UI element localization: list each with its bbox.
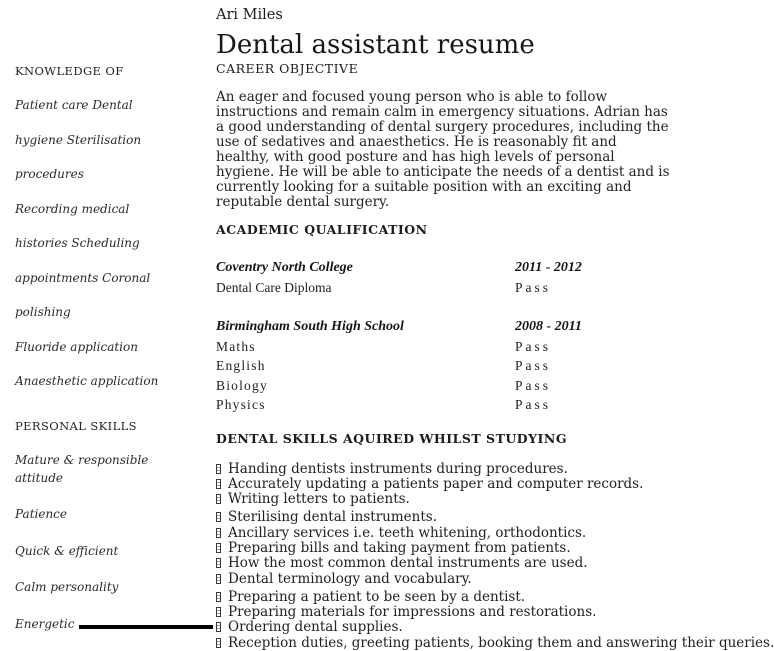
- missing-glyph-bullet-icon: [216, 543, 221, 553]
- skill-item-text: Sterilising dental instruments.: [228, 509, 437, 525]
- missing-glyph-bullet-icon: [216, 479, 221, 489]
- skill-item-text: Preparing materials for impressions and restorations.: [228, 604, 596, 620]
- missing-glyph-bullet-icon: [216, 464, 221, 474]
- skill-item: [216, 590, 686, 605]
- skill-item-text: Preparing bills and taking payment from patients.: [228, 540, 571, 556]
- grade-cell: Pass: [515, 337, 668, 357]
- institution-period: 2011 - 2012: [515, 258, 668, 278]
- career-objective-text: An eager and focused young person who is able to follow instructions and remain calm in emergency situations. Adrian has a good understanding of dental surgery procedures, including the use of sedatives and anaesthetics. He is reasonably fit and healthy, with good posture and has high levels of personal hygiene. He will be able to anticipate the needs of a dentist and is currently looking for a suitable position with an exciting and reputable dental surgery.: [216, 90, 671, 210]
- sidebar-item: Fluoride application: [15, 341, 193, 354]
- subject-cell: English: [216, 356, 515, 376]
- missing-glyph-bullet-icon: [216, 607, 221, 617]
- sidebar-item: Mature & responsible attitude: [15, 452, 165, 487]
- sidebar-item: Calm personality: [15, 579, 165, 597]
- missing-glyph-bullet-icon: [216, 494, 221, 504]
- grade-cell: Pass: [515, 356, 668, 376]
- sidebar-item: Energetic: [15, 616, 165, 634]
- skill-item: [216, 572, 686, 587]
- dental-skills-list: [216, 462, 686, 651]
- sidebar-item: procedures: [15, 168, 193, 181]
- candidate-name: Ari Miles: [216, 6, 674, 24]
- skill-item: [216, 556, 686, 571]
- sidebar-item: Recording medical: [15, 203, 193, 216]
- education-table-header: [216, 317, 668, 337]
- sidebar-item: Quick & efficient: [15, 543, 165, 561]
- academic-qualification-heading: ACADEMIC QUALIFICATION: [216, 223, 674, 237]
- education-table-header: [216, 258, 668, 278]
- skill-item-text: Dental terminology and vocabulary.: [228, 571, 472, 587]
- skill-item-text: How the most common dental instruments are used.: [228, 555, 588, 571]
- institution-name: Coventry North College: [216, 258, 515, 278]
- missing-glyph-bullet-icon: [216, 528, 221, 538]
- main-content: [216, 6, 674, 651]
- missing-glyph-bullet-icon: [216, 558, 221, 568]
- skill-item-text: Ordering dental supplies.: [228, 619, 403, 635]
- table-row: [216, 395, 668, 415]
- skill-item: [216, 636, 686, 651]
- resume-title: Dental assistant resume: [216, 30, 674, 60]
- skill-item-text: Reception duties, greeting patients, booking them and answering their queries.: [228, 635, 774, 651]
- missing-glyph-bullet-icon: [216, 592, 221, 602]
- grade-cell: Pass: [515, 278, 668, 298]
- missing-glyph-bullet-icon: [216, 622, 221, 632]
- skill-item-text: Writing letters to patients.: [228, 491, 410, 507]
- table-row: [216, 278, 668, 298]
- subject-cell: Biology: [216, 376, 515, 396]
- skill-item: [216, 541, 686, 556]
- institution-name: Birmingham South High School: [216, 317, 515, 337]
- skill-item: [216, 462, 686, 477]
- bottom-cutoff-bar: [79, 625, 213, 629]
- career-objective-heading: CAREER OBJECTIVE: [216, 62, 674, 76]
- skill-item: [216, 477, 686, 492]
- table-row: [216, 356, 668, 376]
- skill-item: [216, 605, 686, 620]
- institution-period: 2008 - 2011: [515, 317, 668, 337]
- skill-item-text: Handing dentists instruments during procedures.: [228, 461, 568, 477]
- sidebar-item: polishing: [15, 306, 193, 319]
- table-row: [216, 376, 668, 396]
- skill-item-text: Ancillary services i.e. teeth whitening, orthodontics.: [228, 525, 586, 541]
- subject-cell: Dental Care Diploma: [216, 278, 515, 298]
- missing-glyph-bullet-icon: [216, 574, 221, 584]
- skill-item: [216, 526, 686, 541]
- sidebar-heading-knowledge-of: KNOWLEDGE OF: [15, 64, 193, 78]
- dental-skills-heading: DENTAL SKILLS AQUIRED WHILST STUDYING: [216, 432, 674, 446]
- sidebar-item: hygiene Sterilisation: [15, 134, 193, 147]
- skill-item-text: Preparing a patient to be seen by a dentist.: [228, 589, 525, 605]
- subject-cell: Physics: [216, 395, 515, 415]
- sidebar-item: Patience: [15, 506, 165, 524]
- education-table-college: [216, 258, 668, 297]
- skill-item-text: Accurately updating a patients paper and computer records.: [228, 476, 643, 492]
- sidebar-item: Patient care Dental: [15, 99, 193, 112]
- education-table-high-school: [216, 317, 668, 415]
- skill-item: [216, 510, 686, 525]
- missing-glyph-bullet-icon: [216, 638, 221, 648]
- missing-glyph-bullet-icon: [216, 512, 221, 522]
- subject-cell: Maths: [216, 337, 515, 357]
- sidebar-item: histories Scheduling: [15, 237, 193, 250]
- table-row: [216, 337, 668, 357]
- sidebar-heading-personal-skills: PERSONAL SKILLS: [15, 419, 193, 433]
- sidebar-item: Anaesthetic application: [15, 375, 193, 388]
- skill-item: [216, 492, 686, 507]
- grade-cell: Pass: [515, 395, 668, 415]
- sidebar-item: appointments Coronal: [15, 272, 193, 285]
- sidebar: [15, 64, 193, 633]
- skill-item: [216, 620, 686, 635]
- grade-cell: Pass: [515, 376, 668, 396]
